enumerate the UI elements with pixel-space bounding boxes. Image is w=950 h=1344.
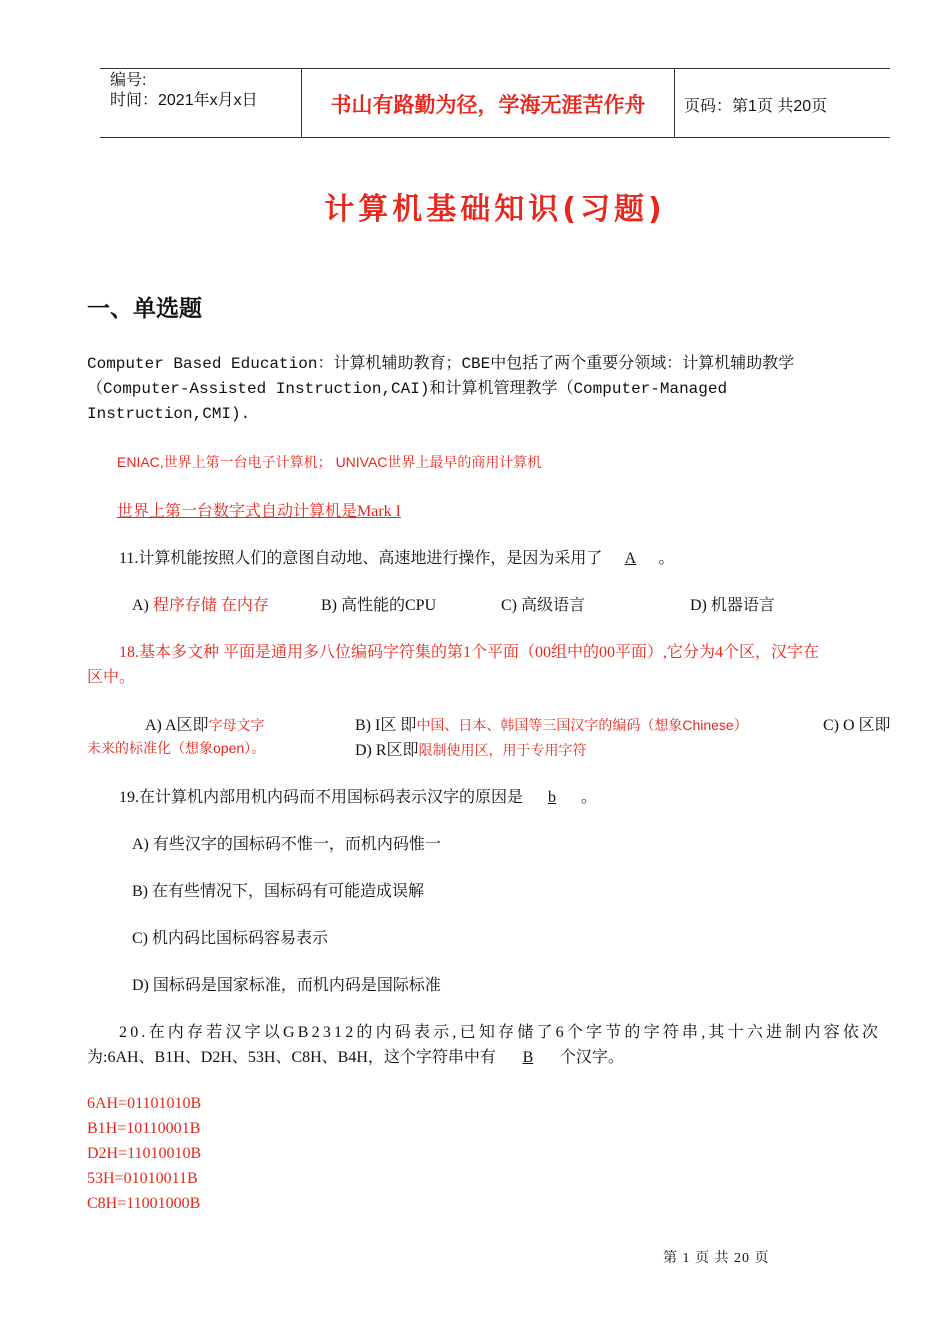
q18-option-a	[145, 712, 265, 735]
option-label: B) I区 即	[355, 717, 417, 734]
code-list	[87, 1091, 201, 1216]
option-a	[132, 592, 269, 615]
page-header	[100, 68, 890, 138]
question-20-line1: 20.在内存若汉字以GB2312的内码表示,已知存储了6个字节的字符串,其十六进制内容依次	[119, 1024, 882, 1041]
header-time-label: 时间：2021年x月x日	[110, 92, 258, 109]
option-c: C) 高级语言	[501, 597, 586, 614]
note-eniac: ENIAC,世界上第一台电子计算机； UNIVAC世界上最早的商用计算机	[117, 454, 542, 470]
section-heading: 一、单选题	[87, 296, 202, 322]
intro-line: （Computer-Assisted Instruction,CAI)和计算机管理教学（Computer-Managed	[87, 380, 728, 398]
answer-blank: A	[624, 550, 637, 567]
question-19	[119, 784, 597, 807]
option-answer-text: 程序存储 在内存	[152, 597, 269, 614]
note-mark-i: 世界上第一台数字式自动计算机是Mark I	[117, 503, 401, 520]
question-18-line2: 区中。	[87, 669, 136, 686]
option-label: D) R区即	[355, 742, 419, 759]
answer-blank: b	[548, 789, 557, 806]
page-footer: 第 1 页 共 20 页	[663, 1251, 770, 1266]
q18-option-b	[355, 712, 748, 735]
q19-option-a: A) 有些汉字的国标码不惟一，而机内码惟一	[132, 836, 441, 853]
header-number-label: 编号:	[110, 72, 147, 89]
code-line: D2H=11010010B	[87, 1145, 202, 1162]
document-title: 计算机基础知识(习题)	[324, 192, 666, 227]
question-stem: 11.计算机能按照人们的意图自动地、高速地进行操作，是因为采用了	[119, 550, 603, 567]
answer-blank: B	[522, 1049, 534, 1066]
intro-line: Instruction,CMI).	[87, 405, 251, 423]
q18-option-d	[355, 737, 587, 760]
intro-line: Computer Based Education：计算机辅助教育；CBE中包括了两个重要分领域：计算机辅助教学	[87, 355, 795, 373]
option-label: A) A区即	[145, 717, 209, 734]
option-text: 字母文字	[208, 717, 265, 733]
code-line: 53H=01010011B	[87, 1170, 198, 1187]
option-b: B) 高性能的CPU	[321, 597, 437, 614]
header-page-label: 页码：第1页 共20页	[684, 98, 828, 115]
question-end: 个汉字。	[559, 1049, 624, 1066]
q19-option-c: C) 机内码比国标码容易表示	[132, 930, 329, 947]
question-18-line1: 18.基本多文种 平面是通用多八位编码字符集的第1个平面（00组中的00平面）,它分为4个区，汉字在	[119, 644, 820, 661]
question-20-line2	[87, 1044, 624, 1067]
question-11	[119, 545, 674, 568]
option-d: D) 机器语言	[690, 597, 775, 614]
question-end: 。	[658, 550, 675, 567]
option-text: 中国、日本、韩国等三国汉字的编码（想象Chinese）	[416, 717, 748, 733]
question-end: 。	[581, 789, 598, 806]
q18-option-c-cont: 未来的标准化（想象open）。	[87, 740, 266, 756]
code-line: C8H=11001000B	[87, 1195, 201, 1212]
question-stem: 为:6AH、B1H、D2H、53H、C8H、B4H，这个字符串中有	[87, 1049, 496, 1066]
header-motto: 书山有路勤为径，学海无涯苦作舟	[330, 93, 646, 117]
question-stem: 19.在计算机内部用机内码而不用国标码表示汉字的原因是	[119, 789, 524, 806]
q19-option-b: B) 在有些情况下，国标码有可能造成误解	[132, 883, 425, 900]
code-line: B1H=10110001B	[87, 1120, 201, 1137]
q18-option-c: C) O 区即	[823, 717, 891, 734]
header-meta	[110, 71, 258, 111]
intro-paragraph	[87, 352, 905, 427]
option-text: 限制使用区，用于专用字符	[418, 742, 587, 758]
option-label: A)	[132, 597, 153, 614]
header-divider	[674, 69, 675, 137]
q19-option-d: D) 国标码是国家标准，而机内码是国际标准	[132, 977, 441, 994]
code-line: 6AH=01101010B	[87, 1095, 202, 1112]
